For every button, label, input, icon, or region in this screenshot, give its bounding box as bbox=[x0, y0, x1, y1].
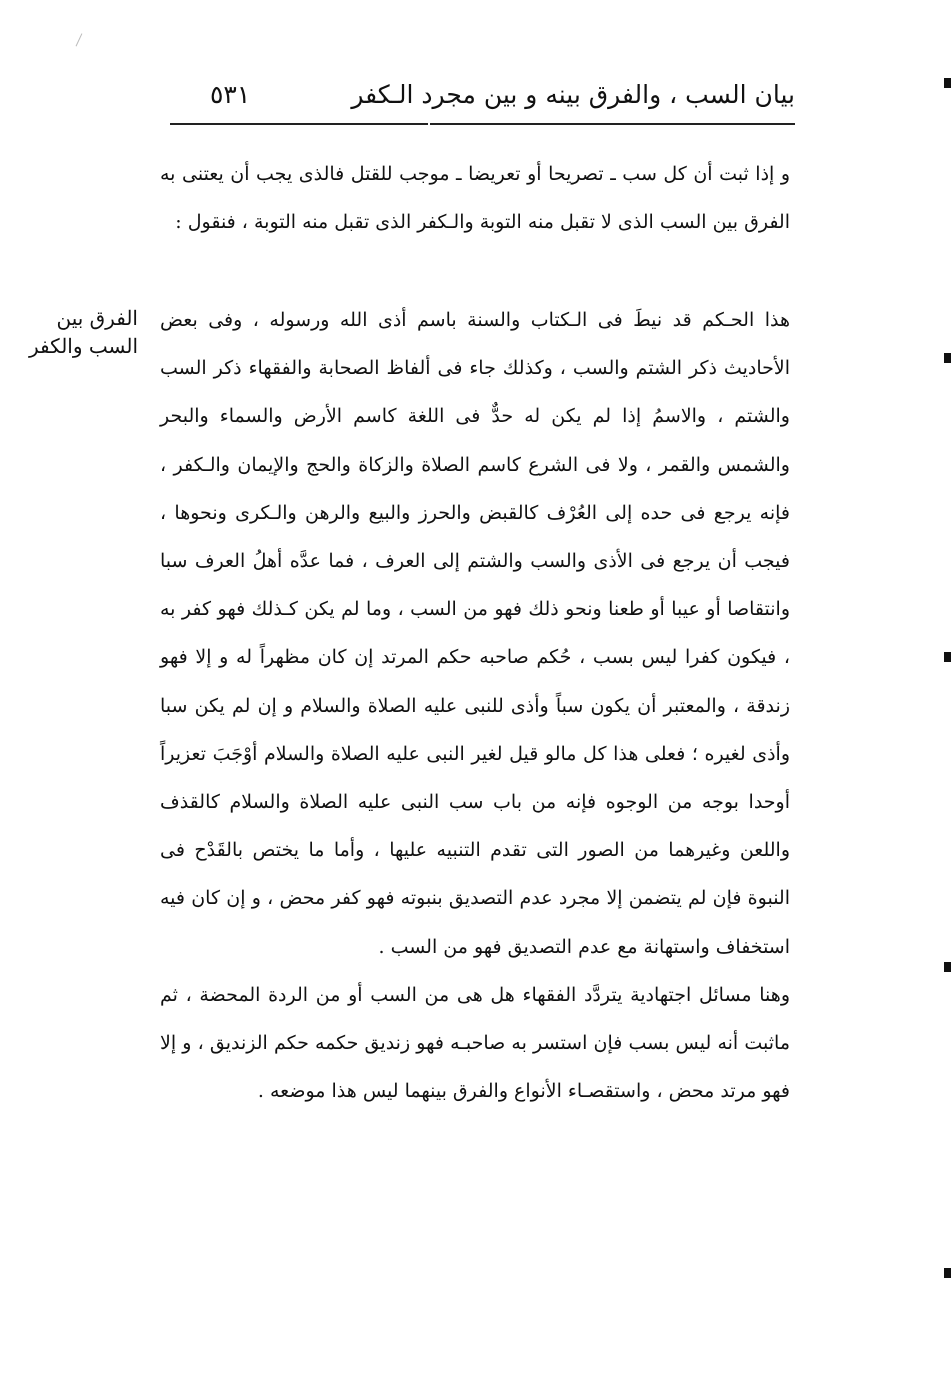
running-title: بيان السب ، والفرق بينه و بين مجرد الـكفر bbox=[351, 80, 795, 109]
marginal-note: الفرق بين السب والكفر bbox=[29, 306, 138, 358]
header-rule bbox=[170, 123, 795, 125]
margin-mark bbox=[944, 962, 951, 972]
margin-mark bbox=[944, 353, 951, 363]
intro-text: و إذا ثبت أن كل سب ـ تصريحا أو تعريضا ـ موجب للقتل فالذى يجب أن يعتنى به الفرق بين السب الذى لا تقبل منه التوبة والـكفر الذى تقبل منه التوبة ، فنقول : bbox=[160, 163, 790, 233]
page-number: ٥٣١ bbox=[210, 80, 251, 109]
body-paragraph-1: هذا الحـكم قد نيطَ فى الـكتاب والسنة باسم أذى الله ورسوله ، وفى بعض الأحاديث ذكر الشتم والسب ، وكذلك جاء فى ألفاظ الصحابة والفقهاء ذكر السب والشتم ، والاسمُ إذا لم يكن له حدٌّ فى اللغة كاسم الأرض والسماء والبحر والشمس والقمر ، ولا فى الشرع كاسم الصلاة والزكاة والحج والإيمان والـكفر ، فإنه يرجع فى حده إلى العُرْف كالقبض والحرز والبيع والرهن والـكرى ونحوها ، فيجب أن يرجع فى الأذى والسب والشتم إلى العرف ، فما عدَّه أهلُ العرف سبا وانتقاصا أو عيبا أو طعنا ونحو ذلك فهو من السب ، وما لم يكن كـذلك فهو كفر به ، فيكون كفرا ليس بسب ، حُكم صاحبه حكم المرتد إن كان مظهراً له و إلا فهو زندقة ، والمعتبر أن يكون سباً وأذى للنبى عليه الصلاة والسلام و إن لم يكن سبا وأذى لغيره ؛ فعلى هذا كل مالو قيل لغير النبى عليه الصلاة والسلام أوْجَبَ تعزيراً أوحدا بوجه من الوجوه فإنه من باب سب النبى عليه الصلاة والسلام كالقذف واللعن وغيرهما من الصور التى تقدم التنبيه عليها ، وأما ما يختص بالقَدْح فى النبوة فإن لم يتضمن إلا مجرد عدم التصديق بنبوته فهو كفر محض ، و إن كان فيه استخفاف واستهانة مع عدم التصديق فهو من السب . bbox=[160, 309, 790, 958]
margin-mark bbox=[944, 1268, 951, 1278]
page-header bbox=[170, 74, 795, 124]
body-paragraph-2: وهنا مسائل اجتهادية يتردَّد الفقهاء هل هى من السب أو من الردة المحضة ، ثم ماثبت أنه ليس بسب فإن استسر به صاحبـه فهو زنديق حكمه حكم الزنديق ، و إلا فهو مرتد محض ، واستقصـاء الأنواع والفرق بينهما ليس هذا موضعه . bbox=[160, 983, 790, 1103]
margin-mark bbox=[944, 652, 951, 662]
header-rule-gap bbox=[428, 119, 430, 127]
intro-paragraph bbox=[160, 150, 790, 246]
margin-mark bbox=[944, 78, 951, 88]
main-body bbox=[160, 296, 790, 1115]
pencil-mark bbox=[76, 33, 92, 50]
